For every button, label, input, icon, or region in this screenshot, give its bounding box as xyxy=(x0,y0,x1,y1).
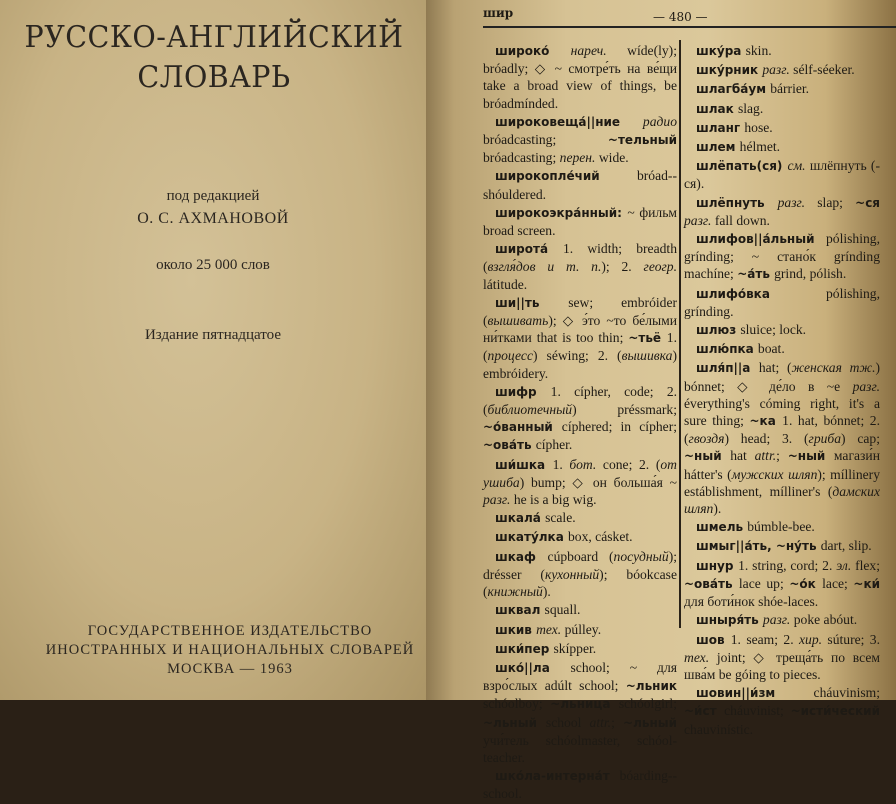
headword: ~ка xyxy=(749,414,783,429)
publisher-line-1: ГОСУДАРСТВЕННОЕ ИЗДАТЕЛЬСТВО xyxy=(87,623,373,639)
headword: шку́ра xyxy=(696,44,746,58)
dictionary-entry xyxy=(483,42,677,112)
label-italic: мужских шляп xyxy=(731,466,818,482)
dictionary-entry xyxy=(684,340,880,358)
right-page-dictionary xyxy=(426,0,896,802)
definition: skípper. xyxy=(553,640,597,656)
definition: slag. xyxy=(737,100,764,116)
definition: ) bump; ◇ он больша́я ~ xyxy=(519,474,677,490)
headword: шмель xyxy=(696,520,748,535)
dictionary-entry xyxy=(684,557,880,611)
column-1 xyxy=(483,42,677,804)
definition: látitude. xyxy=(483,276,528,292)
label-italic: нареч. xyxy=(570,43,628,58)
definition: bárrier. xyxy=(770,81,810,97)
label-italic: библиотечный xyxy=(487,402,573,418)
dictionary-entry xyxy=(483,167,677,202)
definition: cone; 2. ( xyxy=(602,456,661,472)
definition: bróadcasting; xyxy=(483,150,560,166)
headword: шлагба́ум xyxy=(696,82,771,97)
label-italic: разг. xyxy=(762,612,794,628)
headword: ~ный xyxy=(787,449,834,464)
dictionary-entry xyxy=(684,359,880,517)
headword: ~льный xyxy=(483,715,546,730)
definition: súture; 3. xyxy=(827,631,880,647)
headword: ~льница xyxy=(550,697,619,712)
definition: pólishing, grínding. xyxy=(684,285,880,319)
label-italic: разг. xyxy=(762,62,794,78)
label-italic: см. xyxy=(787,158,810,174)
definition: 1. hat, bónnet; 2. ( xyxy=(684,413,880,447)
label-italic: эл. xyxy=(836,557,856,573)
definition: he is a big wig. xyxy=(513,492,597,508)
definition: squall. xyxy=(544,602,581,618)
headword: ~ну́ть xyxy=(775,539,821,554)
book-title xyxy=(14,18,414,98)
dictionary-entry xyxy=(684,100,880,118)
headword: широта́ xyxy=(495,242,563,257)
definition: 1. xyxy=(552,456,570,472)
definition: ) cap; xyxy=(841,431,880,447)
headword: шлифо́вка xyxy=(696,286,826,301)
headword: ~ки́ xyxy=(853,576,880,591)
page-header xyxy=(483,4,896,28)
headword: шмыг||а́ть, xyxy=(696,539,776,554)
headword: ши||ть xyxy=(495,295,569,310)
editor-label: под редакцией xyxy=(166,188,260,204)
headword: шквал xyxy=(495,603,545,618)
page-number: — 480 — xyxy=(653,10,708,24)
definition: 1. seam; 2. xyxy=(730,631,799,647)
dictionary-entry xyxy=(483,640,677,658)
headword: широкоэкра́нный: xyxy=(495,205,628,220)
dictionary-entry xyxy=(483,528,677,546)
headword: ши́шка xyxy=(495,457,553,472)
dictionary-entry xyxy=(483,204,677,239)
headword: шку́рник xyxy=(696,63,763,78)
dictionary-entry xyxy=(684,230,880,284)
headword: ~льный xyxy=(623,715,677,730)
label-italic: взгля́дов и т. п. xyxy=(487,259,602,275)
headword: ~тьё xyxy=(628,331,667,346)
headword: ~льник xyxy=(625,679,677,694)
headword: ~тельный xyxy=(607,133,677,148)
definition: slap; xyxy=(817,194,856,210)
headword: шлак xyxy=(696,101,738,116)
definition: магази́н hátter's ( xyxy=(684,448,880,482)
dictionary-entry xyxy=(483,294,677,382)
headword: ~ова́ть xyxy=(684,576,739,591)
definition: 1. string, cord; 2. xyxy=(738,557,837,573)
headword: ~ный xyxy=(684,449,731,464)
label-italic: разг. xyxy=(852,378,880,394)
definition: ); míllinery estáblishment, mílliner's ( xyxy=(684,466,880,499)
label-italic: от ушиба xyxy=(483,456,677,490)
headword: шнур xyxy=(696,558,739,573)
definition: ); ◇ э́то ~то бе́лыми ни́тками that is too thin; xyxy=(483,313,677,346)
definition: cháuvinist; xyxy=(724,703,791,719)
edition: Издание пятнадцатое xyxy=(144,327,282,343)
headword: шлёпнуть xyxy=(696,195,778,210)
definition: cháuvinism; xyxy=(813,685,880,701)
definition: box, cásket. xyxy=(567,529,633,545)
definition: 1. ( xyxy=(483,330,677,364)
definition: poke abóut. xyxy=(793,612,858,628)
definition: sluice; lock. xyxy=(740,322,807,338)
definition: joint; ◇ треща́ть по всем шва́м be góing to pieces. xyxy=(684,649,880,682)
label-italic: геогр. xyxy=(643,259,678,275)
column-divider xyxy=(679,40,681,628)
label-italic: женская тж. xyxy=(791,360,876,376)
definition: hose. xyxy=(744,119,773,135)
definition: ) embróidery. xyxy=(483,348,677,381)
headword: ~а́ть xyxy=(737,267,775,282)
definition: для боти́нок shóe-laces. xyxy=(684,594,819,610)
dictionary-entry xyxy=(684,119,880,137)
definition: schóolgirl; xyxy=(618,696,677,712)
headword: шланг xyxy=(696,120,745,135)
headword: шифр xyxy=(495,384,551,399)
definition: 1. width; breadth ( xyxy=(483,241,677,275)
definition: hat; ( xyxy=(758,360,792,376)
headword: шлёпать(ся) xyxy=(696,159,788,174)
definition: cúpboard ( xyxy=(547,548,614,564)
definition: skin. xyxy=(745,43,772,58)
headword: ~ова́ть xyxy=(483,438,536,453)
headword: шлем xyxy=(696,140,740,155)
definition: fall down. xyxy=(714,212,770,228)
headword: ~исти́ческий xyxy=(790,704,880,719)
definition: dart, slip. xyxy=(820,538,872,554)
definition: ). xyxy=(542,584,551,600)
headword: шовин||и́зм xyxy=(696,686,814,701)
headword: шко́||ла xyxy=(495,660,571,675)
label-italic: перен. xyxy=(559,150,599,166)
definition: ). xyxy=(713,501,722,517)
headword: шлюз xyxy=(696,323,741,338)
dictionary-entry xyxy=(483,548,677,601)
label-italic: attr. xyxy=(754,448,777,464)
dictionary-entry xyxy=(684,684,880,738)
label-italic: хир. xyxy=(799,631,828,647)
title-line-2: СЛОВАРЬ xyxy=(137,60,291,95)
definition: учи́тель schóolmaster, schóol-teacher. xyxy=(483,732,677,765)
definition: ); bóokcase ( xyxy=(483,566,677,600)
headword: широко́ xyxy=(495,44,571,58)
definition: sélf-séeker. xyxy=(793,62,855,78)
headword: шля́п||а xyxy=(696,361,759,376)
label-italic: кухонный xyxy=(544,566,600,582)
dictionary-entry xyxy=(684,42,880,60)
dictionary-entry xyxy=(483,509,677,527)
headword: шкала́ xyxy=(495,511,546,526)
headword: шов xyxy=(696,632,731,647)
headword: широковеща́||ние xyxy=(495,114,643,129)
definition: ) head; 3. ( xyxy=(724,431,809,447)
publisher-line-2: ИНОСТРАННЫХ И НАЦИОНАЛЬНЫХ СЛОВАРЕЙ xyxy=(45,642,415,658)
label-italic: тех. xyxy=(536,621,565,637)
label-italic: книжный xyxy=(487,584,543,600)
definition: sew; embróider ( xyxy=(483,294,677,329)
definition: cípher. xyxy=(535,437,573,453)
headword: шки́пер xyxy=(495,641,554,656)
dictionary-entry xyxy=(684,518,880,536)
dictionary-entry xyxy=(483,659,677,766)
publisher xyxy=(40,622,420,679)
definition: bóarding--school. xyxy=(483,768,677,802)
definition: lace up; xyxy=(738,575,790,591)
column-2 xyxy=(684,42,880,739)
label-italic: радио xyxy=(642,113,677,129)
dictionary-entry xyxy=(684,611,880,629)
publisher-line-3: МОСКВА — 1963 xyxy=(167,661,293,677)
label-italic: дамских шляп xyxy=(684,483,880,517)
definition: wide. xyxy=(598,150,629,166)
definition: ); 2. xyxy=(601,259,644,275)
dictionary-entry xyxy=(684,285,880,320)
definition: boat. xyxy=(757,341,785,357)
definition: ) séwing; 2. ( xyxy=(532,348,622,364)
definition: scale. xyxy=(545,510,576,526)
headword: шко́ла-интерна́т xyxy=(495,769,620,784)
definition: school xyxy=(545,714,590,730)
headword: ~о́к xyxy=(789,576,823,591)
label-italic: тех. xyxy=(684,649,717,665)
dictionary-entry xyxy=(483,767,677,802)
dictionary-entry xyxy=(483,113,677,167)
label-italic: бот. xyxy=(569,456,603,472)
label-italic: attr. xyxy=(589,714,612,730)
definition: búmble-bee. xyxy=(747,519,815,535)
definition: wíde(ly); bróadly; ◇ ~ смотре́ть на ве́щи take a broad view of things, be bróadmínded. xyxy=(483,43,677,111)
left-page-title xyxy=(0,0,426,700)
headword: шныря́ть xyxy=(696,613,763,628)
definition: schóolboy; xyxy=(483,696,551,712)
label-italic: гриба xyxy=(808,431,842,447)
label-italic: разг. xyxy=(684,212,715,228)
definition: ; xyxy=(776,448,788,464)
definition: cíphered; in cípher; xyxy=(561,419,677,435)
dictionary-entry xyxy=(684,80,880,98)
definition: éverything's cóming right, it's a sure thing; xyxy=(684,395,880,429)
label-italic: посудный xyxy=(613,548,669,564)
definition: school; ~ для взро́слых adúlt school; xyxy=(483,659,677,694)
label-italic: процесс xyxy=(487,348,533,364)
headword: шкив xyxy=(495,622,537,637)
headword: ~ся xyxy=(855,195,881,210)
headword: шлю́пка xyxy=(696,342,758,357)
definition: lace; xyxy=(822,575,854,591)
definition: bróad--shóuldered. xyxy=(483,168,677,202)
dictionary-entry xyxy=(684,537,880,555)
dictionary-entry xyxy=(684,194,880,229)
running-head: шир xyxy=(483,6,514,20)
headword: ~и́ст xyxy=(684,704,725,719)
definition: ~ фильм broad screen. xyxy=(483,204,677,239)
headword: широкопле́чий xyxy=(495,169,637,184)
label-italic: разг. xyxy=(777,194,818,210)
definition: шлёпнуть (-ся). xyxy=(684,158,880,192)
definition: púlley. xyxy=(564,621,602,637)
definition: ) bónnet; ◇ де́ло в ~е xyxy=(684,360,881,394)
dictionary-entry xyxy=(483,383,677,455)
dictionary-entry xyxy=(684,138,880,156)
headword: ~о́ванный xyxy=(483,420,562,435)
definition: pólishing, grínding; ~ стано́к grínding machíne; xyxy=(684,231,880,282)
definition: 1. cípher, code; 2. ( xyxy=(483,383,678,418)
dictionary-entry xyxy=(684,157,880,192)
definition: flex; xyxy=(855,557,880,573)
dictionary-entry xyxy=(684,321,880,339)
label-italic: вышивать xyxy=(487,313,549,329)
headword: шкату́лка xyxy=(495,530,568,545)
definition: ) préssmark; xyxy=(572,402,677,418)
label-italic: разг. xyxy=(483,492,514,508)
definition: grind, pólish. xyxy=(774,266,847,282)
dictionary-entry xyxy=(684,631,880,684)
label-italic: гвоздя xyxy=(688,431,725,447)
title-line-1: РУССКО-АНГЛИЙСКИЙ xyxy=(24,20,404,55)
definition: ; xyxy=(611,714,624,730)
definition: chauvinístic. xyxy=(684,721,754,737)
definition: ); drésser ( xyxy=(483,548,677,582)
dictionary-entry xyxy=(483,601,677,619)
dictionary-entry xyxy=(483,456,677,509)
dictionary-entry xyxy=(483,621,677,639)
definition: hélmet. xyxy=(739,139,781,155)
headword: шлифов||а́льный xyxy=(696,232,826,247)
dictionary-entry xyxy=(483,240,677,293)
definition: bróadcasting; xyxy=(483,132,608,148)
headword: шкаф xyxy=(495,549,548,564)
word-count: около 25 000 слов xyxy=(156,257,270,273)
dictionary-entry xyxy=(684,61,880,79)
label-italic: вышивка xyxy=(621,348,673,364)
definition: hat xyxy=(730,448,755,464)
editor-name: О. С. АХМАНОВОЙ xyxy=(137,210,289,227)
